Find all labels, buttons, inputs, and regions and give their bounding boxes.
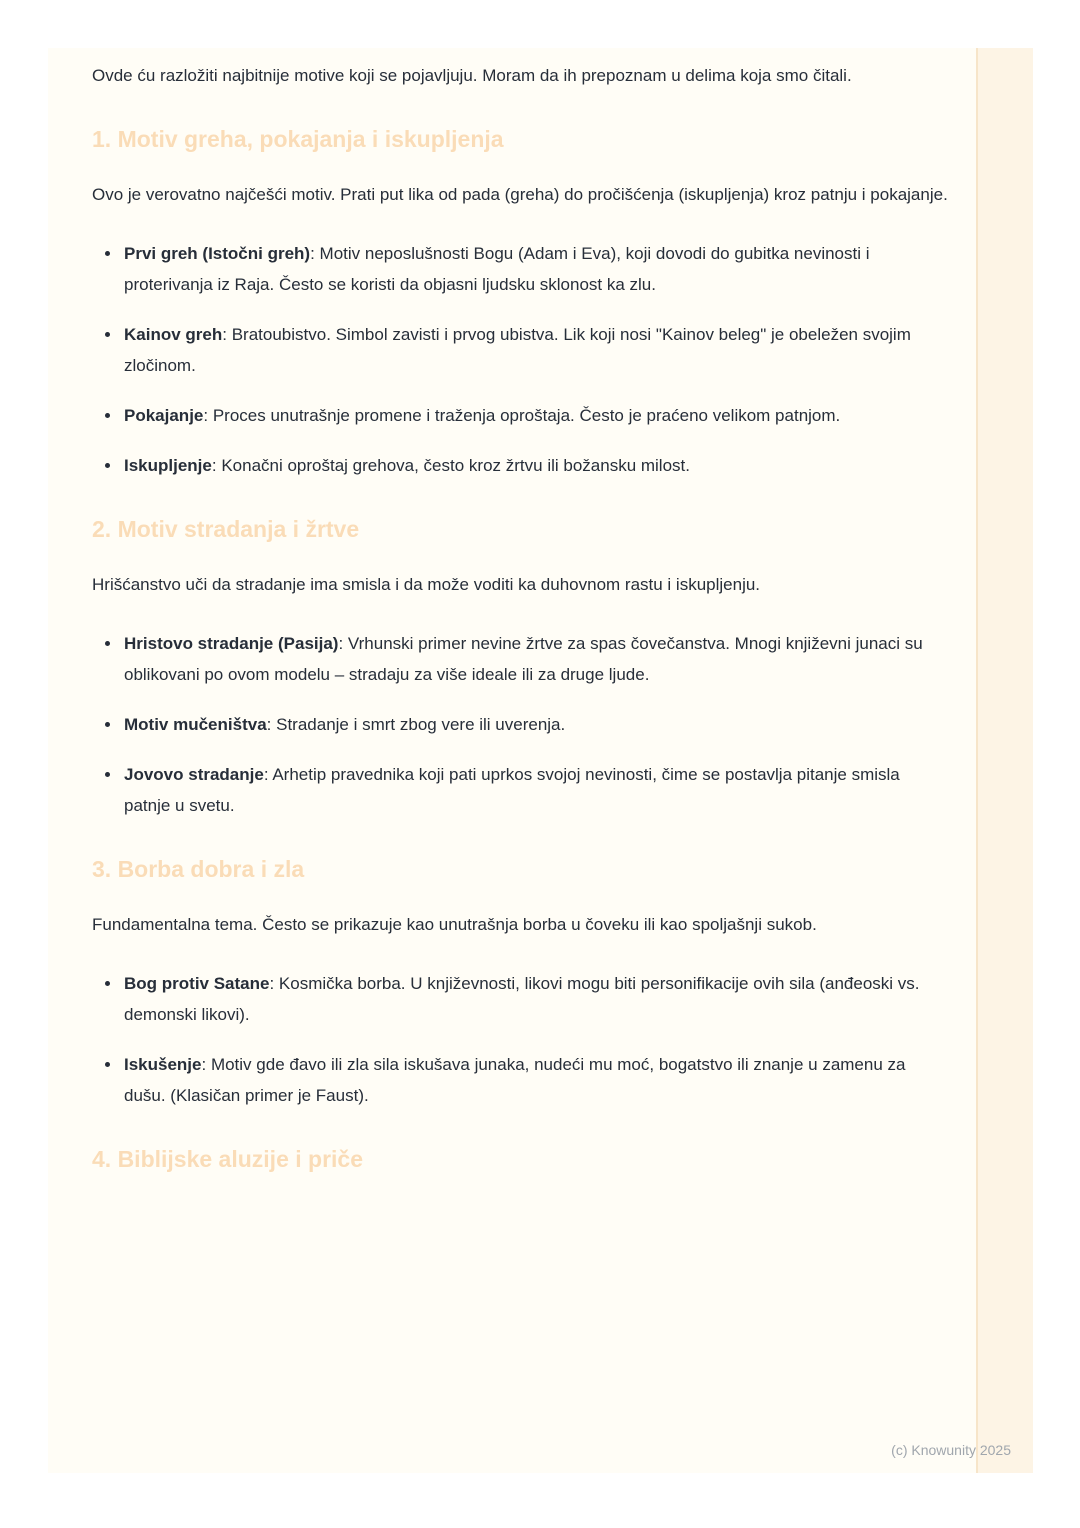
bullet-term: Pokajanje — [124, 406, 204, 425]
bullet-term: Iskupljenje — [124, 456, 212, 475]
document-section — [92, 515, 950, 821]
bullet-text: : Motiv gde đavo ili zla sila iskušava junaka, nudeći mu moć, bogatstvo ili znanje u zamenu za dušu. (Klasičan primer je Faust). — [124, 1055, 906, 1105]
intro-paragraph: Ovde ću razložiti najbitnije motive koji se pojavljuju. Moram da ih prepoznam u delima koja smo čitali. — [92, 66, 852, 85]
bullet-list — [92, 968, 950, 1111]
section-heading: 3. Borba dobra i zla — [92, 856, 305, 882]
bullet-text: : Arhetip pravednika koji pati uprkos svojoj nevinosti, čime se postavlja pitanje smisla patnje u svetu. — [124, 765, 900, 815]
copyright-footer: (c) Knowunity 2025 — [891, 1442, 1011, 1458]
section-lead-paragraph: Hrišćanstvo uči da stradanje ima smisla i da može voditi ka duhovnom rastu i iskupljenju. — [92, 575, 761, 594]
bullet-text: : Konačni oproštaj grehova, često kroz žrtvu ili božansku milost. — [211, 456, 690, 475]
list-item — [124, 709, 950, 740]
bullet-list — [92, 238, 950, 481]
bullet-text: : Kosmička borba. U književnosti, likovi mogu biti personifikacije ovih sila (anđeoski vs. demonski likovi). — [124, 974, 920, 1024]
document-content — [48, 48, 1033, 1173]
list-item — [124, 1049, 950, 1111]
bullet-term: Motiv mučeništva — [124, 715, 267, 734]
bullet-text: : Stradanje i smrt zbog vere ili uverenja. — [266, 715, 566, 734]
bullet-list — [92, 628, 950, 821]
list-item — [124, 759, 950, 821]
bullet-term: Jovovo stradanje — [124, 765, 264, 784]
bullet-term: Iskušenje — [124, 1055, 202, 1074]
bullet-term: Bog protiv Satane — [124, 974, 270, 993]
bullet-term: Kainov greh — [124, 325, 223, 344]
section-heading: 2. Motiv stradanja i žrtve — [92, 516, 360, 542]
bullet-text: : Proces unutrašnje promene i traženja oproštaja. Često je praćeno velikom patnjom. — [203, 406, 841, 425]
list-item — [124, 968, 950, 1030]
section-lead-paragraph: Ovo je verovatno najčešći motiv. Prati put lika od pada (greha) do pročišćenja (iskupljenja) kroz patnju i pokajanje. — [92, 185, 948, 204]
list-item — [124, 400, 950, 431]
sections-container — [92, 125, 950, 1173]
document-page — [48, 48, 1033, 1473]
list-item — [124, 450, 950, 481]
section-heading: 4. Biblijske aluzije i priče — [92, 1146, 364, 1172]
bullet-text: : Motiv neposlušnosti Bogu (Adam i Eva), koji dovodi do gubitka nevinosti i proterivanja iz Raja. Često se koristi da objasni ljudsku sklonost ka zlu. — [124, 244, 870, 294]
bullet-term: Hristovo stradanje (Pasija) — [124, 634, 339, 653]
list-item — [124, 319, 950, 381]
document-section — [92, 855, 950, 1111]
list-item — [124, 628, 950, 690]
list-item — [124, 238, 950, 300]
document-section — [92, 1145, 950, 1173]
document-section — [92, 125, 950, 481]
section-lead-paragraph: Fundamentalna tema. Često se prikazuje kao unutrašnja borba u čoveku ili kao spoljašnji sukob. — [92, 915, 817, 934]
bullet-text: : Bratoubistvo. Simbol zavisti i prvog ubistva. Lik koji nosi "Kainov beleg" je obeležen svojim zločinom. — [124, 325, 911, 375]
bullet-term: Prvi greh (Istočni greh) — [124, 244, 311, 263]
bullet-text: : Vrhunski primer nevine žrtve za spas čovečanstva. Mnogi književni junaci su oblikovani po ovom modelu – stradaju za više ideale ili za druge ljude. — [124, 634, 923, 684]
section-heading: 1. Motiv greha, pokajanja i iskupljenja — [92, 126, 504, 152]
